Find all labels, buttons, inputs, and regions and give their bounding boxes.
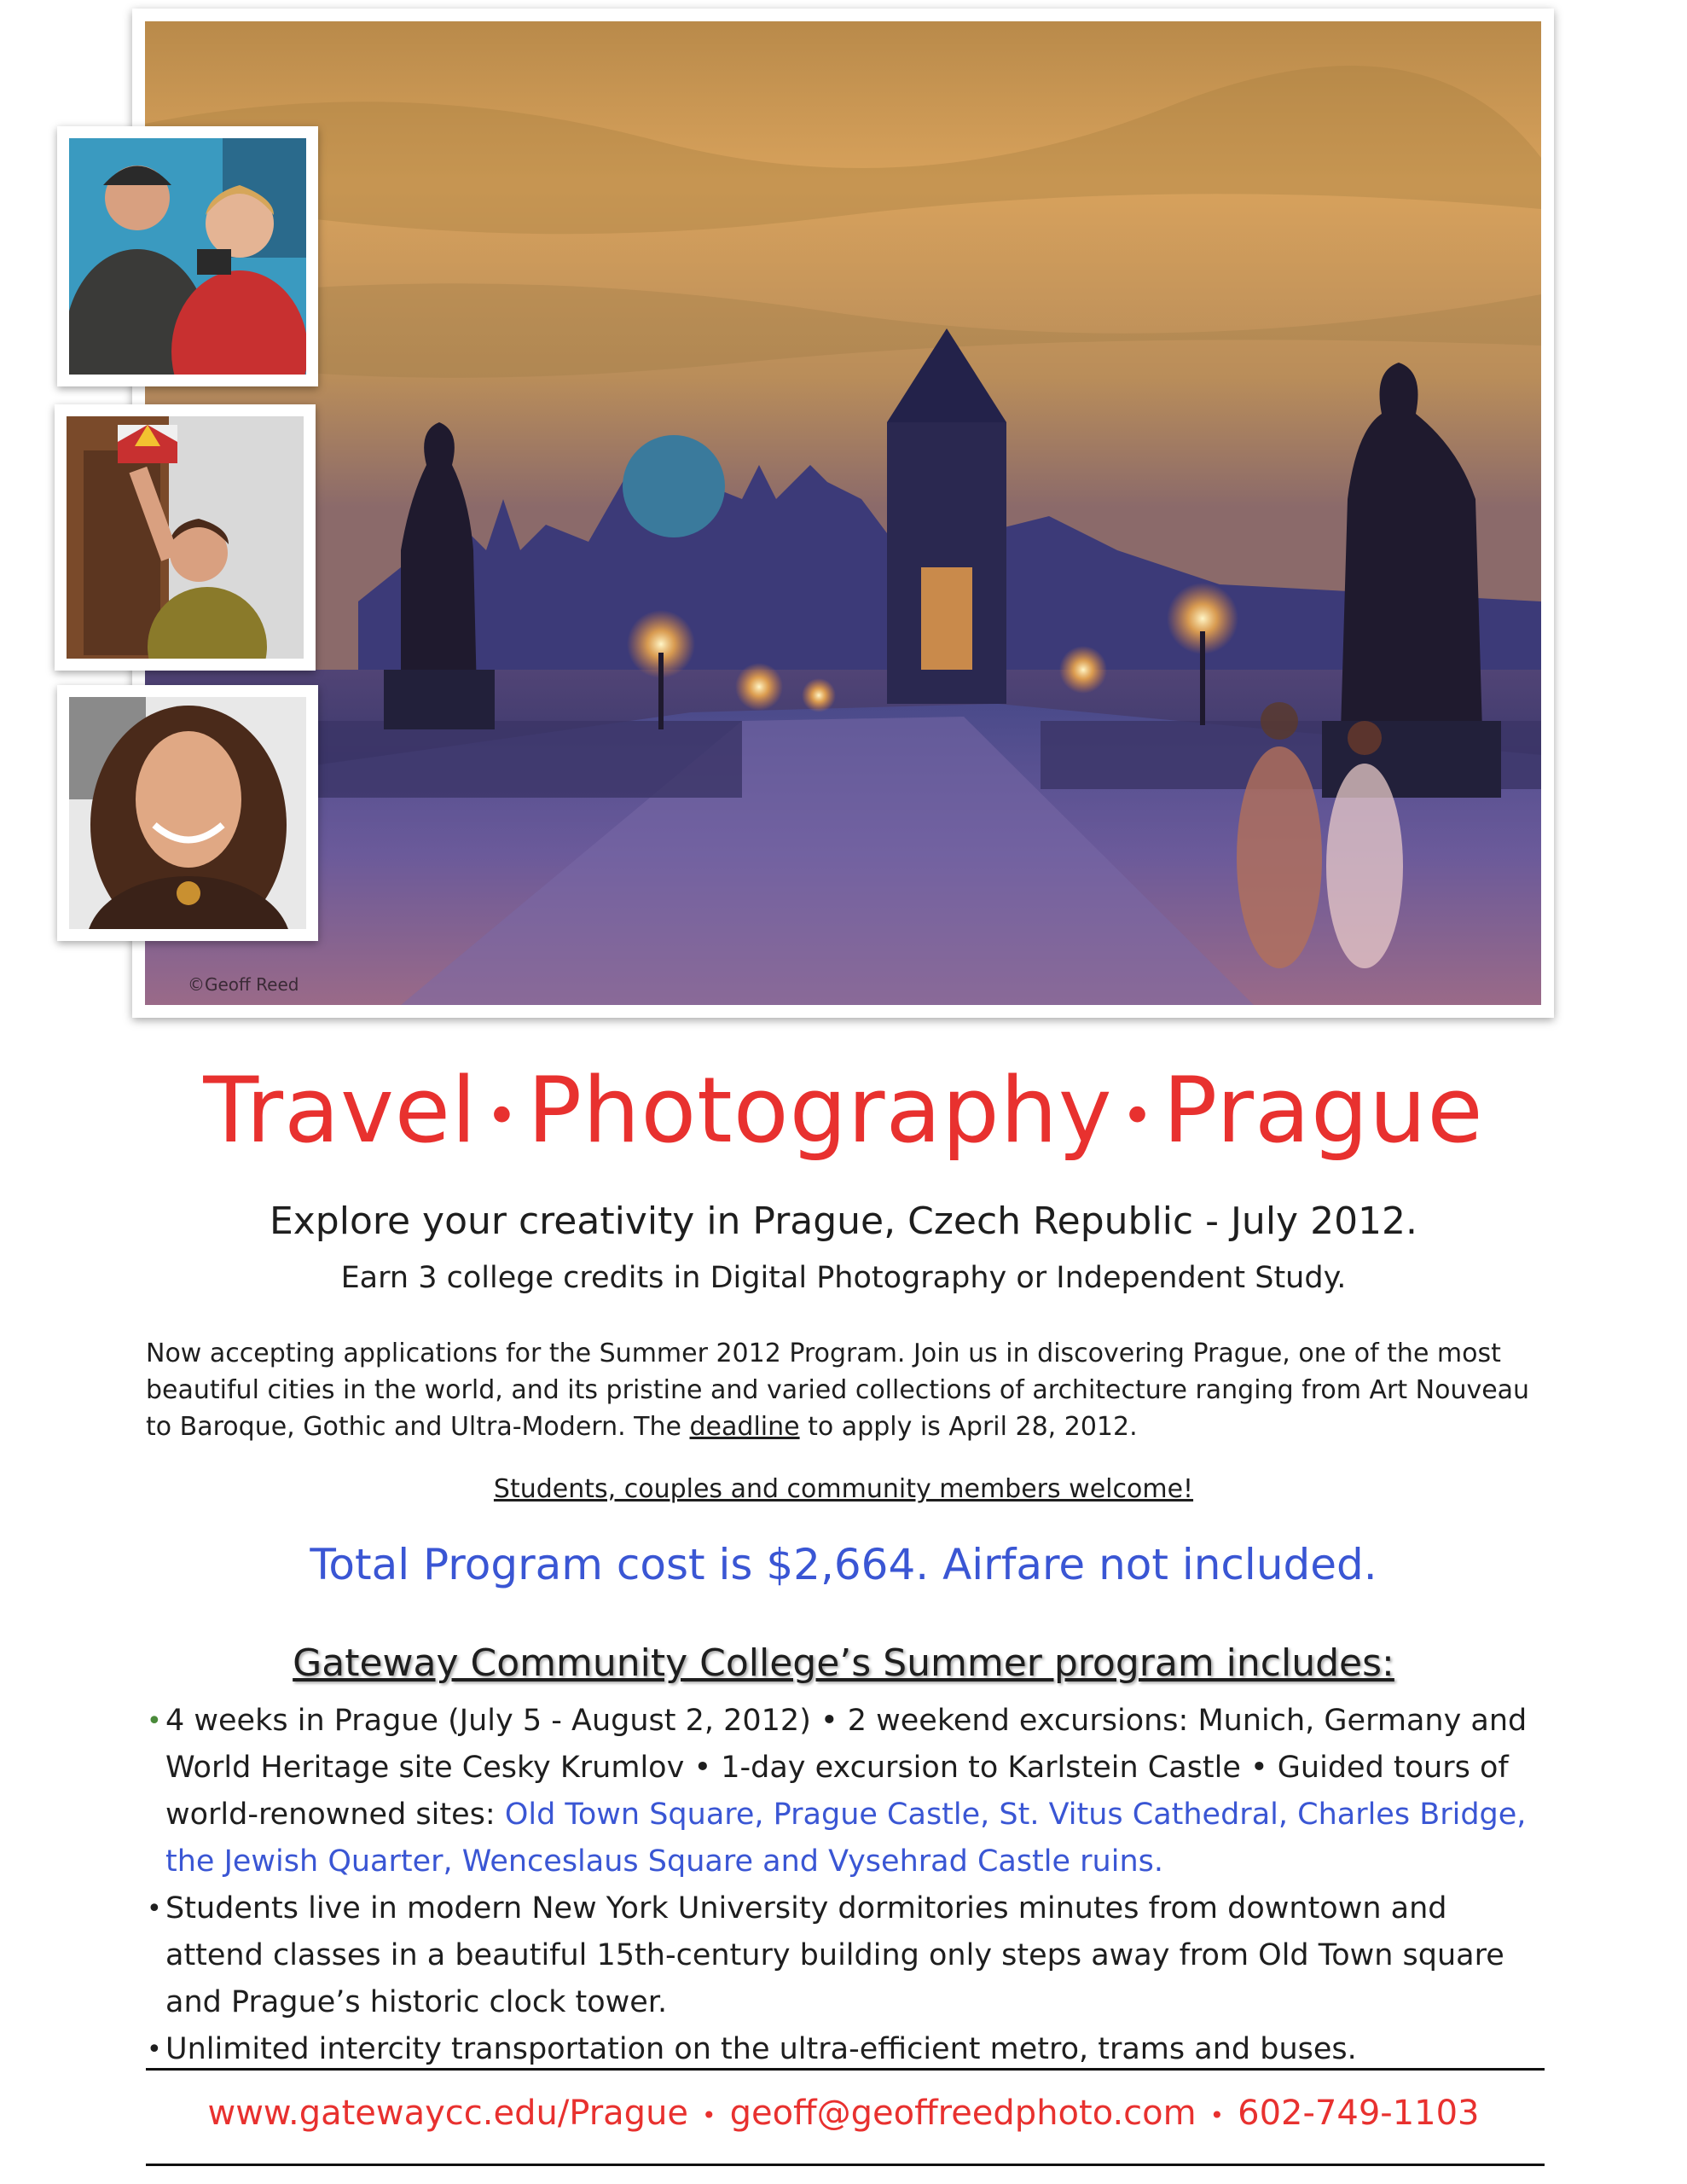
- title-separator: •: [485, 1085, 519, 1149]
- list-item: [147, 2026, 1545, 2073]
- charles-bridge-illustration: [145, 21, 1541, 1005]
- intro-text-part1: Now accepting applications for the Summer 2012 Program. Join us in discovering Prague, one of the most beautiful cities in the world, and its pristine and varied collections of architecture ranging from Art Nouveau to Baroque, Gothic and Ultra-Modern. The: [146, 1339, 1530, 1442]
- deadline-word: deadline: [689, 1412, 800, 1442]
- charles-bridge-photo: [145, 21, 1541, 1005]
- woman-with-arizona-flag-photo: [67, 416, 304, 659]
- list-item: [147, 1885, 1545, 2026]
- divider: [146, 2068, 1545, 2071]
- hero-photo-frame: [132, 9, 1554, 1018]
- website-link[interactable]: www.gatewaycc.edu/Prague: [207, 2094, 689, 2133]
- bullet-icon: •: [147, 2035, 162, 2065]
- title-separator: •: [1121, 1085, 1155, 1149]
- contact-separator: •: [1209, 2100, 1225, 2129]
- students-with-camera-photo: [69, 138, 306, 375]
- subtitle: Explore your creativity in Prague, Czech Republic - July 2012.: [269, 1199, 1418, 1243]
- list-item-text: 4 weeks in Prague (July 5 - August 2, 2012) • 2 weekend excursions: Munich, Germany and World Heritage site Cesky Krumlov • 1-day excursion to Karlstein Castle • Guided tours of world-renowned sites:: [165, 1704, 1528, 1832]
- title-word-photography: Photography: [527, 1058, 1113, 1163]
- smiling-woman-portrait-photo: [69, 697, 306, 929]
- page-title: [0, 1058, 1687, 1163]
- includes-heading: Gateway Community College’s Summer program includes:: [293, 1641, 1394, 1685]
- list-item: [147, 1698, 1545, 1885]
- intro-paragraph: [146, 1335, 1545, 1445]
- thumbnail-arizona-flag: [55, 404, 316, 671]
- sites-list: Old Town Square, Prague Castle, St. Vitus Cathedral, Charles Bridge, the Jewish Quarter, Wenceslaus Square and Vysehrad Castle ruins.: [165, 1798, 1527, 1879]
- contact-separator: •: [702, 2100, 716, 2129]
- bullet-icon: •: [147, 1706, 162, 1736]
- welcome-line: Students, couples and community members welcome!: [493, 1474, 1194, 1504]
- list-item-text: Unlimited intercity transportation on the ultra-efficient metro, trams and buses.: [165, 2032, 1357, 2066]
- divider: [146, 2164, 1545, 2166]
- contact-line: [0, 2094, 1687, 2133]
- bullet-icon: •: [147, 1894, 162, 1924]
- thumbnail-portrait: [57, 685, 318, 941]
- photo-credit: ©Geoff Reed: [188, 974, 299, 995]
- includes-list: [147, 1698, 1545, 2073]
- phone-number: 602-749-1103: [1238, 2094, 1480, 2133]
- list-item-text: Students live in modern New York University dormitories minutes from downtown and attend classes in a beautiful 15th-century building only steps away from Old Town square and Prague’s historic clock tower.: [165, 1891, 1504, 2019]
- intro-text-part2: to apply is April 28, 2012.: [799, 1412, 1138, 1442]
- email-link[interactable]: geoff@geoffreedphoto.com: [729, 2094, 1197, 2133]
- title-word-prague: Prague: [1162, 1058, 1484, 1163]
- program-cost: Total Program cost is $2,664. Airfare not included.: [310, 1540, 1377, 1589]
- credits-subtitle: Earn 3 college credits in Digital Photography or Independent Study.: [340, 1261, 1347, 1295]
- thumbnail-students-camera: [57, 126, 318, 386]
- title-word-travel: Travel: [203, 1058, 478, 1163]
